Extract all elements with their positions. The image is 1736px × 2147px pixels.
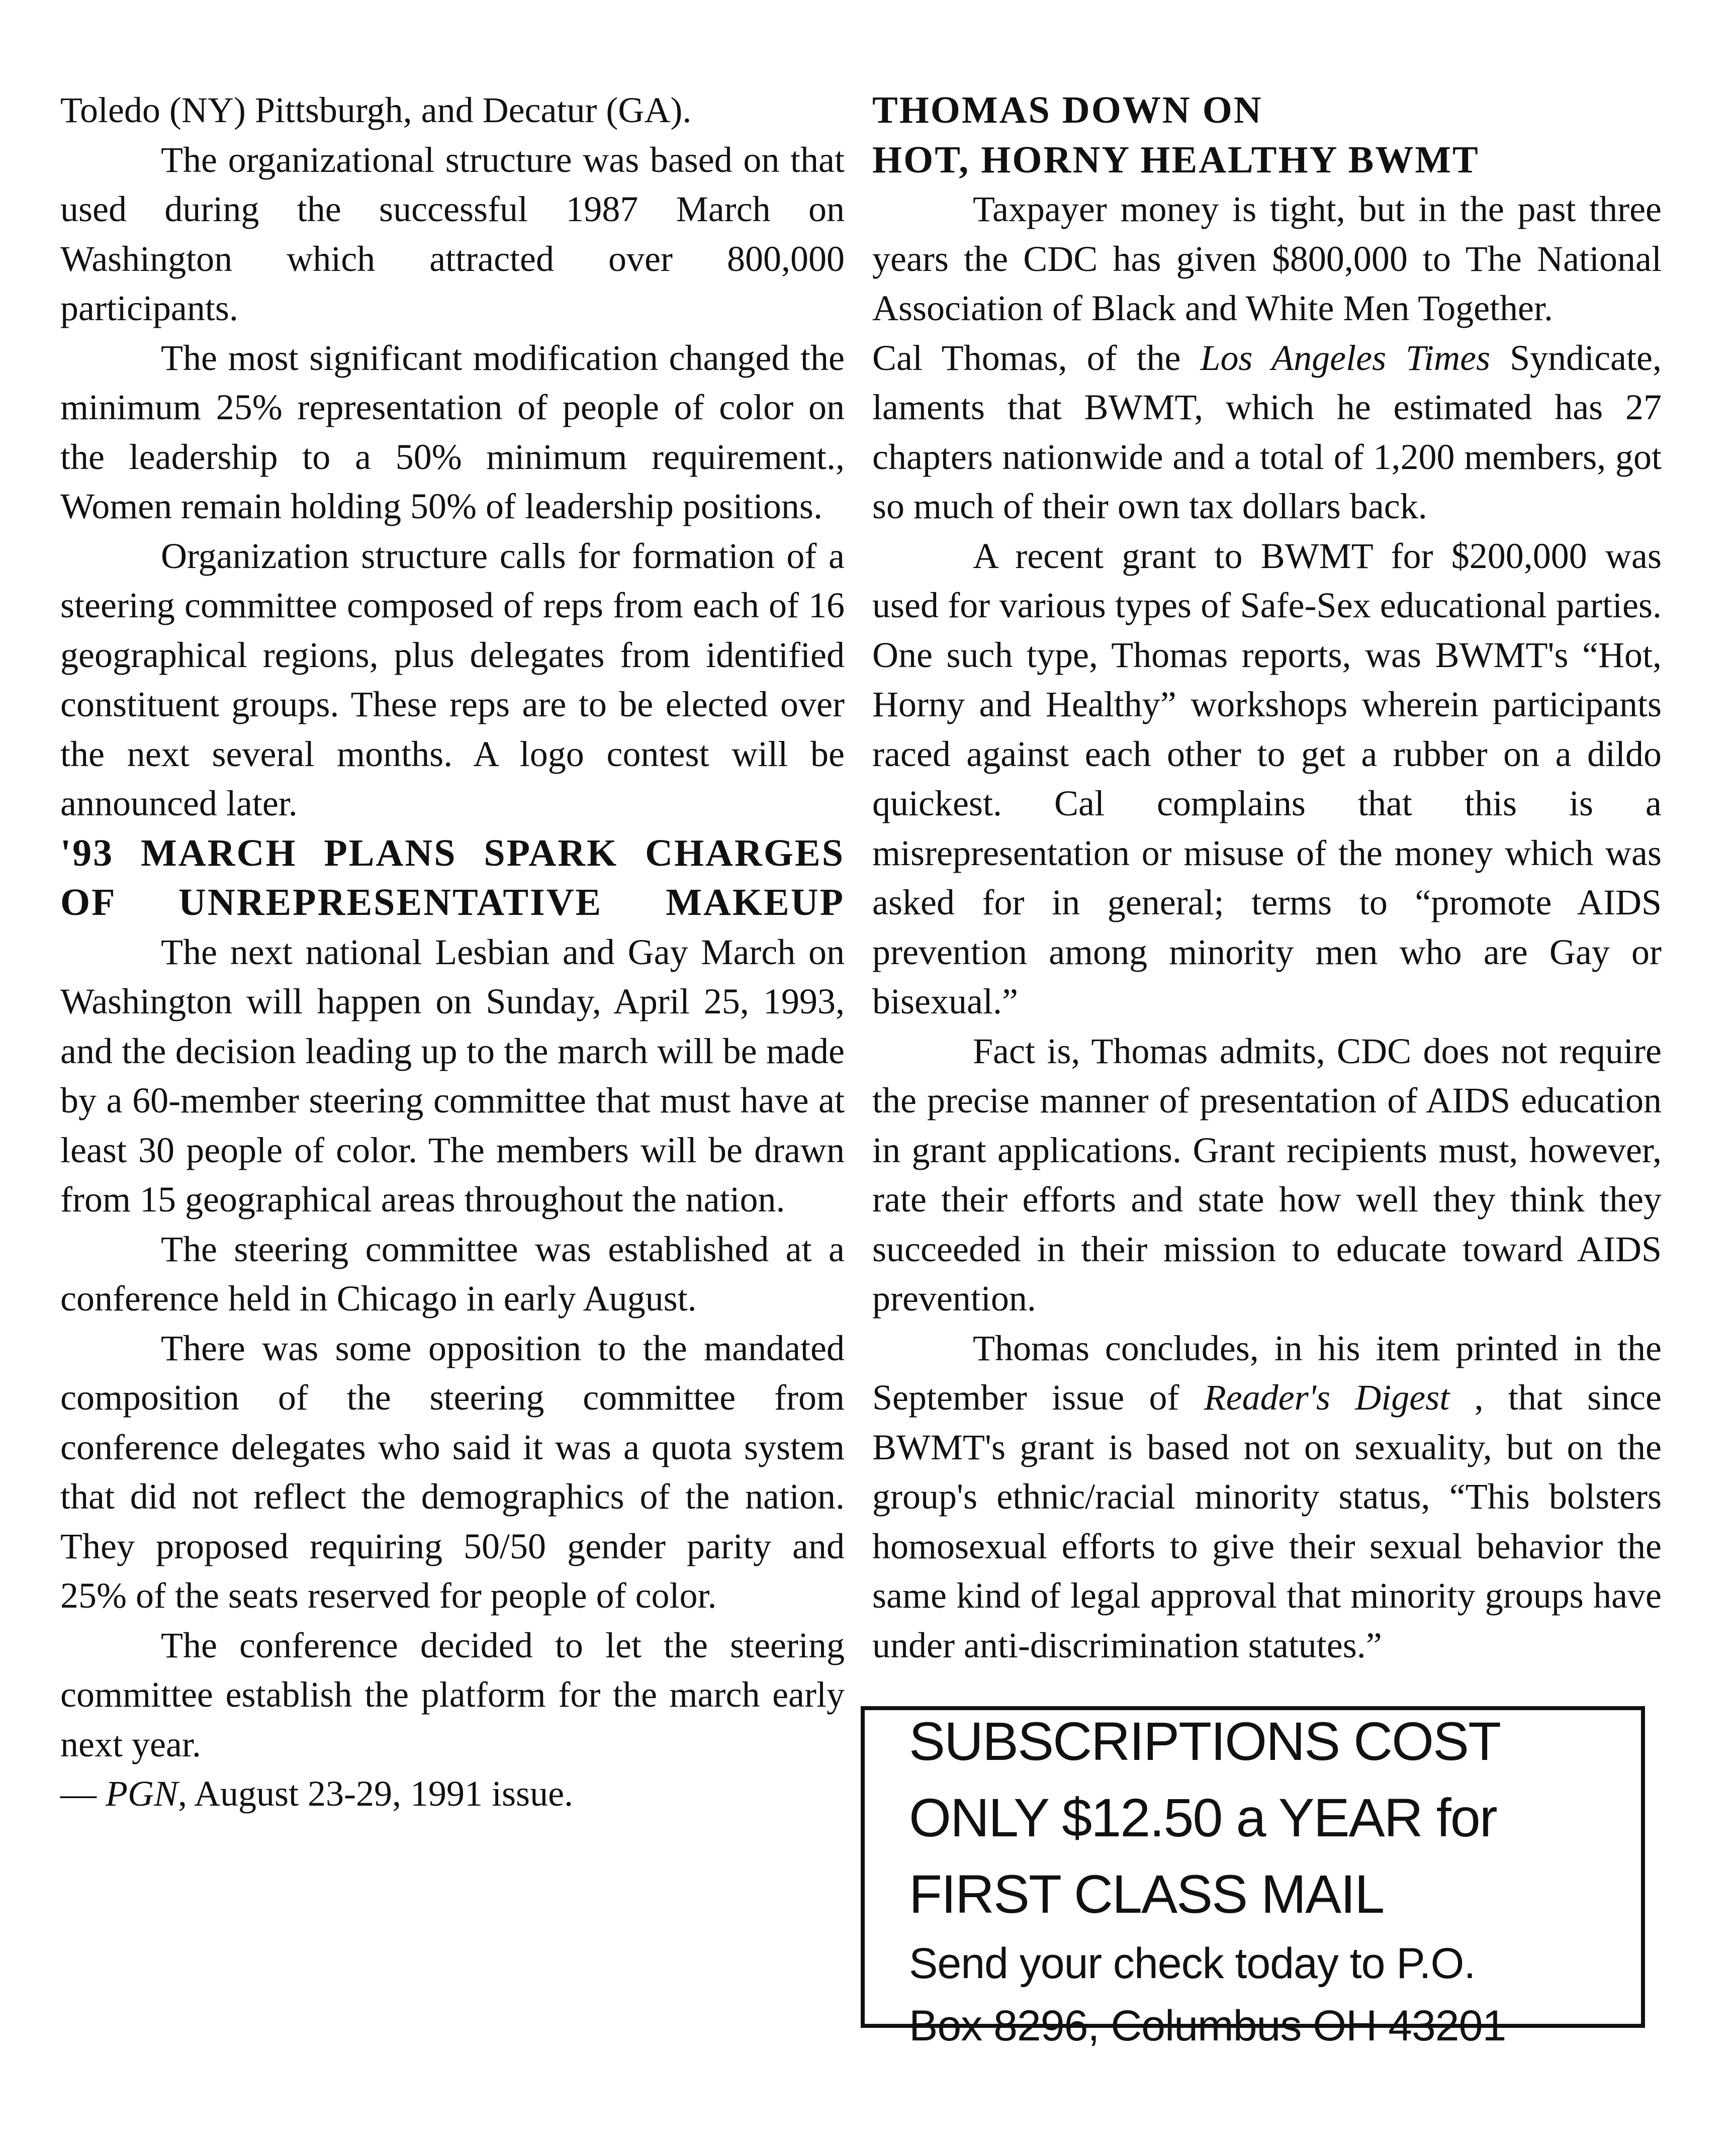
article-headline: '93 MARCH PLANS SPARK CHARGES OF UNREPRESENTATIVE MAKEUP	[60, 831, 845, 923]
text-run: Cal Thomas, of the	[872, 337, 1201, 378]
left-column	[60, 85, 845, 1819]
paragraph: There was some opposition to the mandated composition of the steering committee from conference delegates who said it was a quota system that did not reflect the demographics of the nation. They proposed requiring 50/50 gender parity and 25% of the seats reserved for people of color.	[60, 1328, 845, 1616]
text-run: Syndicate, laments that BWMT, which he estimated has 27 chapters nationwide and a total of 1,200 members, got so much of their own tax dollars back.	[872, 337, 1662, 526]
right-column	[872, 85, 1662, 1670]
source-attribution	[60, 1769, 845, 1819]
article-headline-line-2: HOT, HORNY HEALTHY BWMT	[872, 138, 1480, 181]
paragraph: The next national Lesbian and Gay March on Washington will happen on Sunday, April 25, 1993, and the decision leading up to the march will be made by a 60-member steering committee that must have at least 30 people of color. The members will be drawn from 15 geographical areas throughout the nation.	[60, 931, 845, 1220]
source-publication: PGN	[106, 1773, 178, 1814]
source-date: , August 23-29, 1991 issue.	[178, 1773, 574, 1814]
paragraph: Fact is, Thomas admits, CDC does not require the precise manner of presentation of AIDS education in grant applications. Grant recipients must, however, rate their efforts and state how well they think they succeeded in their mission to educate toward AIDS prevention.	[872, 1031, 1662, 1319]
article-headline-line-1: THOMAS DOWN ON	[872, 89, 1263, 131]
source-dash: —	[60, 1773, 106, 1814]
subscription-line-3: FIRST CLASS MAIL	[909, 1863, 1384, 1924]
paragraph: Toledo (NY) Pittsburgh, and Decatur (GA).	[60, 90, 692, 130]
subscription-line-1: SUBSCRIPTIONS COST	[909, 1711, 1501, 1771]
subscription-line-5: Box 8296, Columbus OH 43201	[909, 2002, 1506, 2050]
text-run: Thomas concludes, in his item printed in the September issue of	[872, 1328, 1662, 1418]
paragraph: Taxpayer money is tight, but in the past three years the CDC has given $800,000 to The National Association of Black and White Men Together.	[872, 189, 1662, 328]
paragraph: The steering committee was established at a conference held in Chicago in early August.	[60, 1229, 845, 1319]
publication-name: Los Angeles Times	[1200, 337, 1491, 378]
subscription-line-2: ONLY $12.50 a YEAR for	[909, 1787, 1497, 1848]
subscription-line-4: Send your check today to P.O.	[909, 1939, 1476, 1988]
paragraph: The organizational structure was based on that used during the successful 1987 March on Washington which attracted over 800,000 participants.	[60, 139, 845, 328]
paragraph: A recent grant to BWMT for $200,000 was used for various types of Safe-Sex educational parties. One such type, Thomas reports, was BWMT's “Hot, Horny and Healthy” workshops wherein participants raced against each other to get a rubber on a dildo quickest. Cal complains that this is a misrepresentation or misuse of the money which was asked for in general; terms to “promote AIDS prevention among minority men who are Gay or bisexual.”	[872, 535, 1662, 1021]
text-run: , that since BWMT's grant is based not on sexuality, but on the group's ethnic/racial minority status, “This bolsters homosexual efforts to give their sexual behavior the same kind of legal approval that minority groups have under anti-discrimination statutes.”	[872, 1377, 1662, 1665]
subscription-ad-box	[861, 1706, 1645, 2050]
paragraph: The most significant modification changed the minimum 25% representation of people of color on the leadership to a 50% minimum requirement., Women remain holding 50% of leadership positions.	[60, 337, 845, 526]
paragraph	[872, 1324, 1662, 1670]
paragraph: Organization structure calls for formation of a steering committee composed of reps from each of 16 geographical regions, plus delegates from identified constituent groups. These reps are to be elected over the next several months. A logo contest will be announced later.	[60, 535, 845, 823]
paragraph	[872, 333, 1662, 531]
publication-name: Reader's Digest	[1204, 1377, 1450, 1418]
paragraph: The conference decided to let the steering committee establish the platform for the march early next year.	[60, 1625, 845, 1764]
